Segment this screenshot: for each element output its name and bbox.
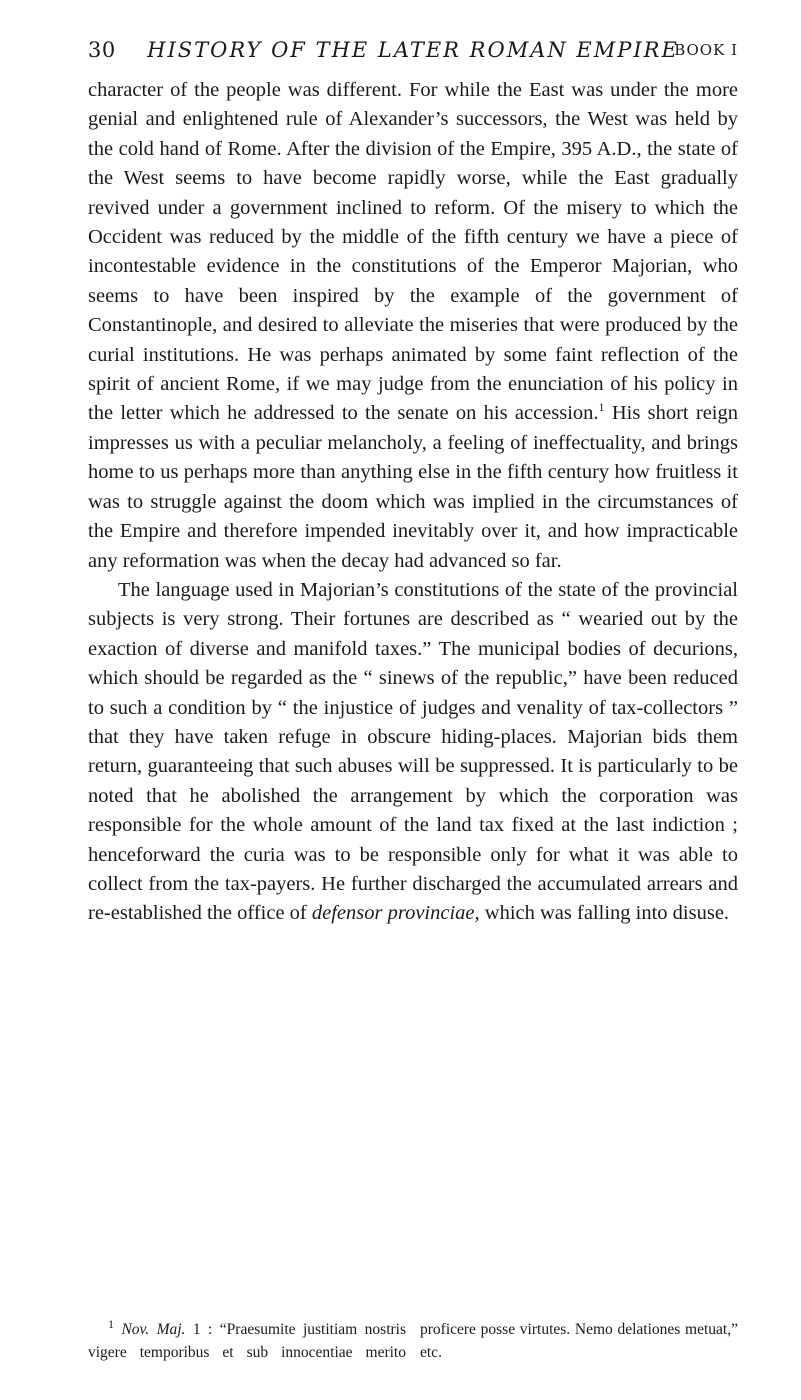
footnote-source: Nov. Maj. <box>121 1321 186 1338</box>
footnotes <box>88 1318 738 1364</box>
paragraph-2-text: The language used in Majorian’s constitutions of the state of the provincial subjects is very strong. Their fortunes are described as “ wearied out by the exaction of diverse and manifold taxes.” The municipal bodies of decurions, which should be regarded as the “ sinews of the republic,” have been reduced to such a condition by “ the injustice of judges and venality of tax-collectors ” that they have taken refuge in obscure hiding-places. Majorian bids them return, guaranteeing that such abuses will be suppressed. It is particularly to be noted that he abolished the arrangement by which the corporation was responsible for the whole amount of the land tax fixed at the last indiction ; henceforward the curia was to be responsible only for what it was able to collect from the tax-payers. He further discharged the accumulated arrears and re-established the office of <box>88 578 738 925</box>
paragraph-1-tail: His short reign impresses us with a peculiar melancholy, a feeling of ineffectuality, and brings home to us perhaps more than anything else in the fifth century how fruitless it was to struggle against the doom which was implied in the circumstances of the Empire and therefore impended inevitably over it, and how impracticable any reformation was when the decay had advanced so far. <box>88 402 738 572</box>
book-label: BOOK I <box>674 41 738 59</box>
body-text <box>88 76 738 929</box>
footnote-marker: 1 <box>598 400 605 415</box>
page-number: 30 <box>88 38 116 62</box>
running-header <box>88 38 738 68</box>
paragraph-2-tail: which was falling into disuse. <box>479 902 730 925</box>
paragraph-2-italic: defensor provinciae, <box>311 902 480 925</box>
paragraph-2 <box>88 576 738 929</box>
footnote-1 <box>88 1318 738 1364</box>
paragraph-1-text: character of the people was different. For while the East was under the more genial and enlightened rule of Alexander’s successors, the West was held by the cold hand of Rome. After the division of the Empire, 395 A.D., the state of the West seems to have become rapidly worse, while the East gradually revived under a government inclined to reform. Of the misery to which the Occident was reduced by the middle of the fifth century we have a piece of incontestable evidence in the constitutions of the Emperor Majorian, who seems to have been inspired by the example of the government of Constantinople, and desired to alleviate the miseries that were produced by the curial institutions. He was perhaps animated by some faint reflection of the spirit of ancient Rome, if we may judge from the enunciation of his policy in the letter which he addressed to the senate on his accession. <box>88 79 738 425</box>
footnote-text: 1 : “Praesumite justitiam nostris vigere temporibus et sub innocentiae merito proficere posse virtutes. Nemo delationes metuat,” etc. <box>88 1321 738 1361</box>
footnote-number: 1 <box>108 1316 114 1331</box>
paragraph-1 <box>88 76 738 576</box>
running-title: HISTORY OF THE LATER ROMAN EMPIRE <box>147 38 679 62</box>
